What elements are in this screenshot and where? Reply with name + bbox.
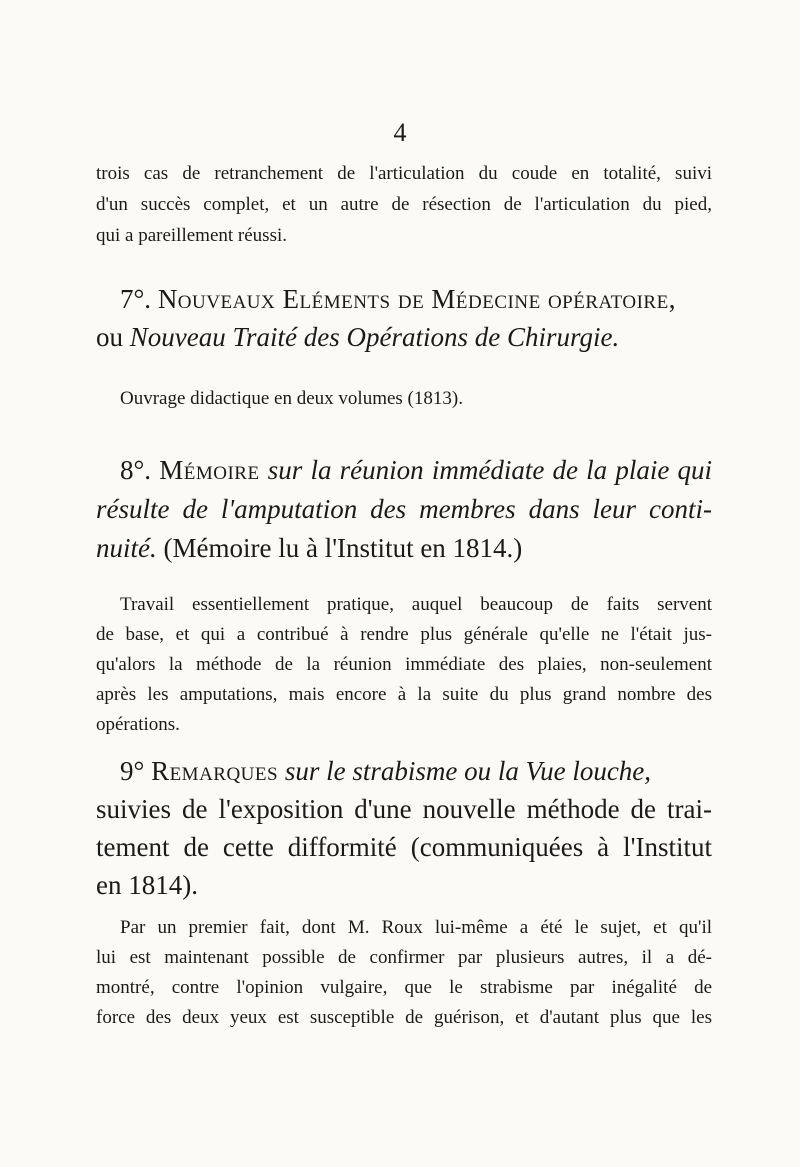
entry-8-title-part-1: sur la réunion immédiate de la plaie qui: [267, 455, 713, 485]
entry-8-description: [96, 590, 712, 740]
text-line: d'un succès complet, et un autre de résection de l'articulation du pied,: [96, 194, 712, 215]
entry-7-subtitle: Nouveau Traité des Opérations de Chirurgie.: [129, 322, 620, 352]
entry-9-title-line: [96, 752, 712, 790]
entry-8-title-part-3: nuité.: [96, 533, 157, 563]
text-line: tement de cette difformité (communiquées à l'Institut: [96, 832, 712, 862]
entry-7-connector: ou: [96, 322, 123, 352]
entry-8-note: (Mémoire lu à l'Institut en 1814.): [163, 533, 523, 563]
text-line: montré, contre l'opinion vulgaire, que le strabisme par inégalité de: [96, 977, 712, 998]
text-line: Travail essentiellement pratique, auquel beaucoup de faits servent: [120, 594, 712, 615]
text-line: lui est maintenant possible de confirmer par plusieurs autres, il a dé-: [96, 947, 712, 968]
text-line: opérations.: [96, 714, 180, 735]
text-line: après les amputations, mais encore à la suite du plus grand nombre des: [96, 684, 712, 705]
entry-9-heading: [96, 752, 712, 904]
intro-paragraph: [96, 158, 712, 251]
entry-7-description: [96, 384, 712, 414]
entry-9-description: [96, 913, 712, 1033]
text-line: de base, et qui a contribué à rendre plus générale qu'elle ne l'était jus-: [96, 624, 712, 645]
entry-9-number: 9°: [120, 756, 145, 786]
entry-7-number: 7°.: [120, 284, 152, 314]
entry-8-title-part-2: résulte de l'amputation des membres dans leur conti-: [96, 494, 712, 524]
page-number: 4: [393, 118, 407, 147]
entry-8-label: Mémoire: [159, 455, 260, 485]
entry-8-title-line: [96, 529, 712, 568]
text-line: trois cas de retranchement de l'articulation du coude en totalité, suivi: [96, 163, 712, 184]
text-line: qu'alors la méthode de la réunion immédiate des plaies, non-seulement: [96, 654, 712, 675]
text-line: Par un premier fait, dont M. Roux lui-même a été le sujet, et qu'il: [120, 917, 712, 938]
entry-8-heading: [96, 451, 712, 568]
entry-7-subtitle-line: [96, 318, 712, 356]
text-line: force des deux yeux est susceptible de guérison, et d'autant plus que les: [96, 1007, 712, 1028]
text-line: en 1814).: [96, 870, 198, 900]
text-line: suivies de l'exposition d'une nouvelle méthode de trai-: [96, 794, 712, 824]
text-line: qui a pareillement réussi.: [96, 225, 287, 246]
entry-9-title-part-1: sur le strabisme ou la Vue louche,: [284, 756, 652, 786]
text-line: Ouvrage didactique en deux volumes (1813).: [120, 388, 463, 409]
entry-8-title-line: [96, 451, 712, 490]
entry-7-heading: [96, 280, 712, 356]
entry-7-title-line: [96, 280, 712, 318]
entry-8-number: 8°.: [120, 455, 152, 485]
entry-7-title: Nouveaux Eléments de Médecine opératoire,: [157, 284, 676, 314]
entry-9-label: Remarques: [151, 756, 279, 786]
entry-8-title-line: [96, 490, 712, 529]
